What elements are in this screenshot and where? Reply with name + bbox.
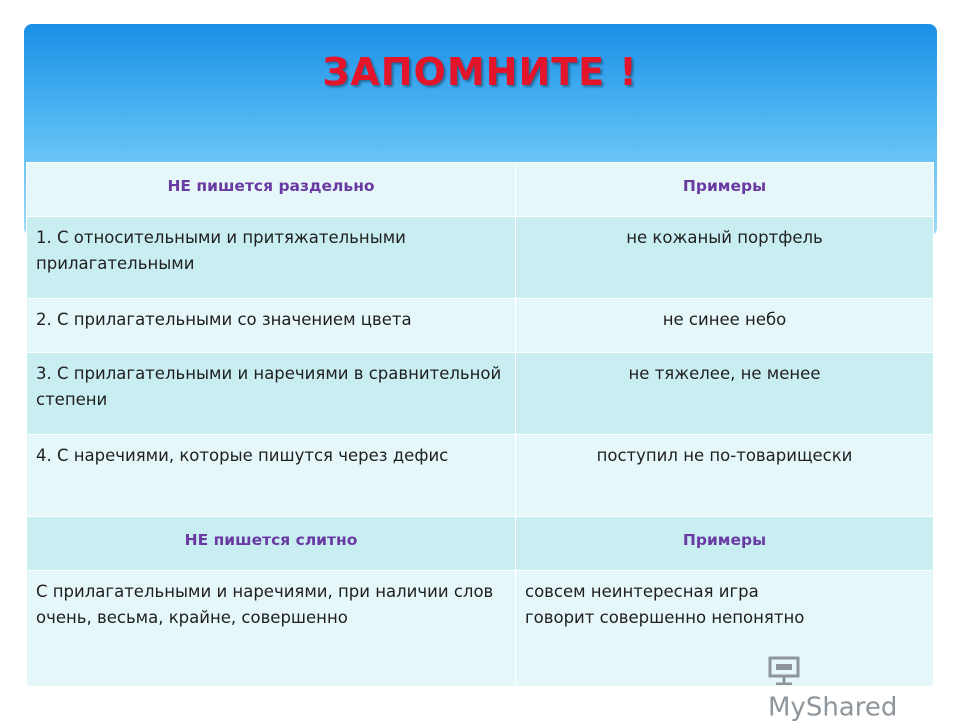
table-row: [27, 435, 934, 517]
header-cell-examples: Примеры: [516, 517, 934, 571]
table-row: [27, 217, 934, 299]
presentation-board-icon: [768, 655, 800, 692]
rule-line: очень, весьма, крайне, совершенно: [36, 608, 348, 627]
rule-line: С прилагательными и наречиями, при наличии слов: [36, 582, 494, 601]
example-cell: не тяжелее, не менее: [516, 353, 934, 435]
watermark-text: MyShared: [768, 692, 898, 723]
example-line: говорит совершенно непонятно: [525, 608, 805, 627]
table-row: [27, 353, 934, 435]
rule-cell: 3. С прилагательными и наречиями в сравнительной степени: [27, 353, 516, 435]
watermark: [768, 655, 928, 723]
example-cell: не синее небо: [516, 299, 934, 353]
table-header-row: [27, 163, 934, 217]
example-line: совсем неинтересная игра: [525, 582, 759, 601]
rule-cell: 4. С наречиями, которые пишутся через дефис: [27, 435, 516, 517]
header-cell-rule: НЕ пишется слитно: [27, 517, 516, 571]
example-cell: не кожаный портфель: [516, 217, 934, 299]
rules-table: [26, 162, 934, 687]
table-row: [27, 299, 934, 353]
table-subheader-row: [27, 517, 934, 571]
page-title: ЗАПОМНИТЕ !: [322, 50, 638, 94]
header-cell-rule: НЕ пишется раздельно: [27, 163, 516, 217]
header-cell-examples: Примеры: [516, 163, 934, 217]
rule-cell: [27, 571, 516, 687]
example-cell: поступил не по-товарищески: [516, 435, 934, 517]
rule-cell: 2. С прилагательными со значением цвета: [27, 299, 516, 353]
rule-cell: 1. С относительными и притяжательными прилагательными: [27, 217, 516, 299]
